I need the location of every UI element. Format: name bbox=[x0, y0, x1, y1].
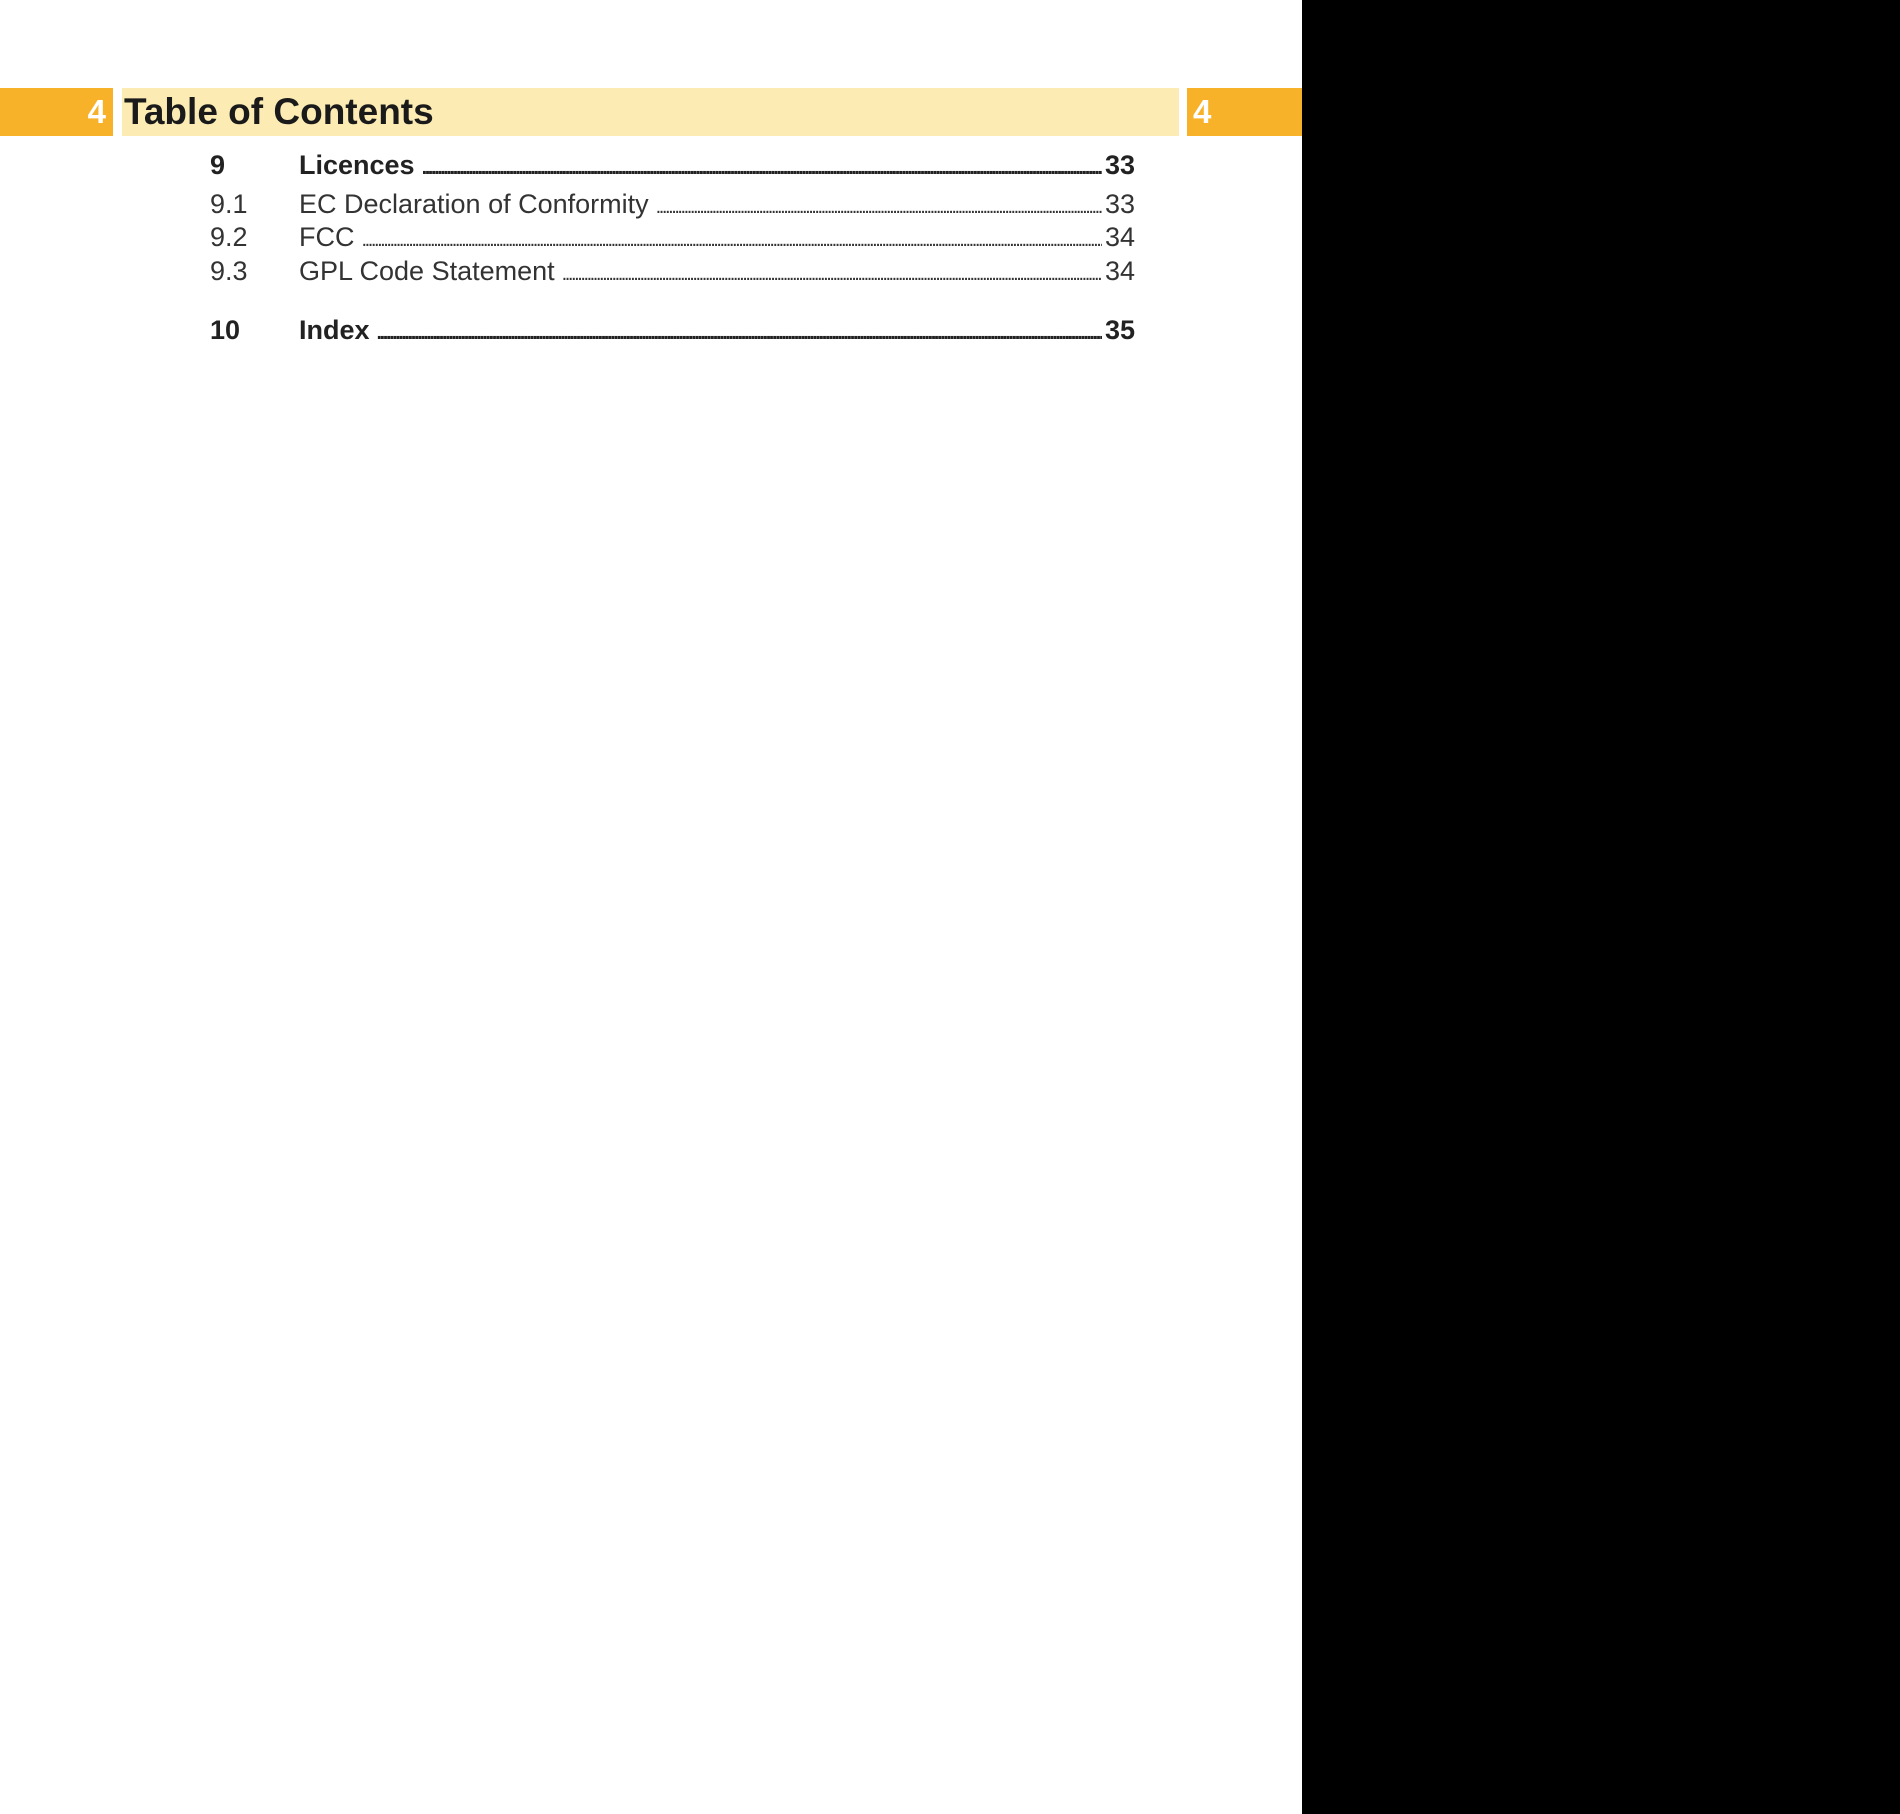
chapter-number-tab-left: 4 bbox=[0, 88, 113, 136]
chapter-number-tab-right: 4 bbox=[1187, 88, 1302, 136]
toc-dot-leader bbox=[656, 189, 1102, 220]
toc-entry-page: 35 bbox=[1104, 315, 1135, 345]
toc-entry-label: GPL Code Statement bbox=[299, 256, 555, 286]
outside-page-area bbox=[1302, 0, 1900, 1814]
toc-entry-page: 34 bbox=[1104, 256, 1135, 286]
toc-entry-index[interactable] bbox=[210, 315, 1135, 351]
toc-entry-label: EC Declaration of Conformity bbox=[299, 189, 649, 219]
toc-entry-label: Licences bbox=[299, 150, 415, 180]
toc-dot-leader bbox=[362, 222, 1102, 253]
toc-entry-licences[interactable] bbox=[210, 150, 1135, 186]
toc-entry-number: 10 bbox=[210, 315, 241, 345]
toc-entry-page: 33 bbox=[1104, 189, 1135, 219]
toc-entry-number: 9.3 bbox=[210, 256, 248, 286]
toc-entry-page: 33 bbox=[1104, 150, 1135, 180]
toc-dot-leader bbox=[377, 315, 1102, 346]
toc-dot-leader bbox=[562, 256, 1102, 287]
page-title: Table of Contents bbox=[124, 91, 434, 132]
title-band bbox=[122, 88, 1179, 136]
toc-entry-number: 9.1 bbox=[210, 189, 248, 219]
toc-entry-page: 34 bbox=[1104, 222, 1135, 252]
toc-entry-gpl-code-statement[interactable] bbox=[210, 256, 1135, 290]
toc-entry-label: Index bbox=[299, 315, 370, 345]
toc-entry-ec-declaration[interactable] bbox=[210, 189, 1135, 223]
toc-entry-number: 9 bbox=[210, 150, 226, 180]
toc-entry-label: FCC bbox=[299, 222, 355, 252]
toc-dot-leader bbox=[422, 150, 1102, 181]
toc-entry-fcc[interactable] bbox=[210, 222, 1135, 256]
toc-entry-number: 9.2 bbox=[210, 222, 248, 252]
